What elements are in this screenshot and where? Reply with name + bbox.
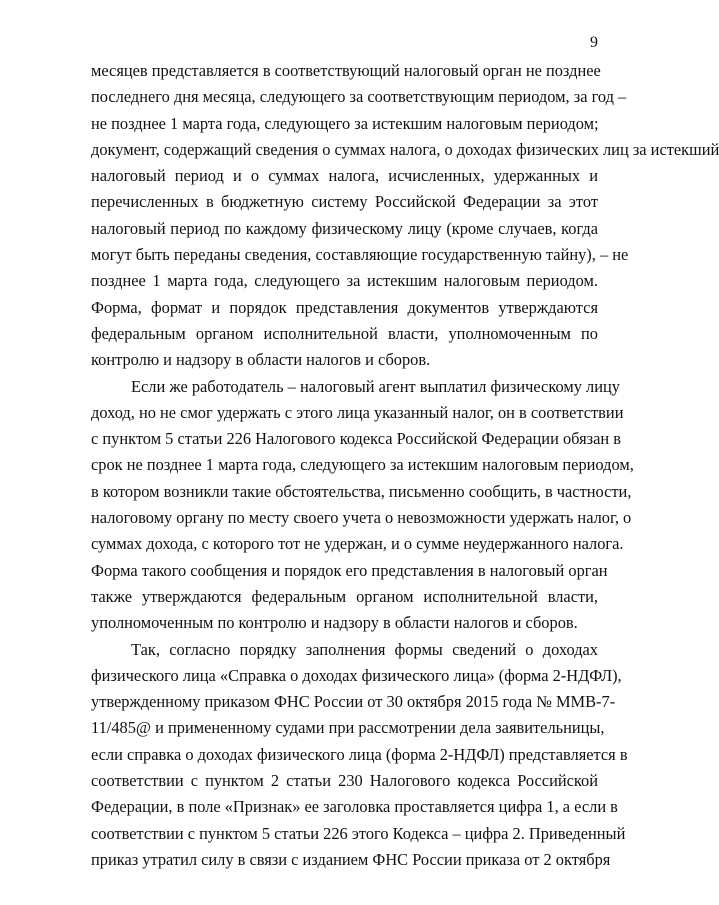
text-line: если справка о доходах физического лица (форма 2-НДФЛ) представляется в <box>91 744 628 764</box>
text-line: налоговому органу по месту своего учета о невозможности удержать налог, о <box>91 508 632 528</box>
text-line: последнего дня месяца, следующего за соответствующим периодом, за год – <box>91 87 627 107</box>
text-line: с пунктом 5 статьи 226 Налогового кодекса Российской Федерации обязан в <box>91 429 621 449</box>
page-number: 9 <box>590 34 598 51</box>
text-line: суммах дохода, с которого тот не удержан, и о сумме неудержанного налога. <box>91 534 624 554</box>
paragraph-unwithheld-tax <box>91 374 634 637</box>
text-line: не позднее 1 марта года, следующего за истекшим налоговым периодом; <box>91 113 599 133</box>
text-line: соответствии с пунктом 5 статьи 226 этого Кодекса – цифра 2. Приведенный <box>91 823 626 843</box>
text-line: Форма такого сообщения и порядок его представления в налоговый орган <box>91 560 608 580</box>
text-line: приказ утратил силу в связи с изданием ФНС России приказа от 2 октября <box>91 849 611 869</box>
text-line: в котором возникли такие обстоятельства, письменно сообщить, в частности, <box>91 481 632 501</box>
text-line: Так, согласно порядку заполнения формы сведений о доходах <box>131 639 598 659</box>
text-line: Если же работодатель – налоговый агент выплатил физическому лицу <box>131 376 620 396</box>
text-line: налоговый период по каждому физическому лицу (кроме случаев, когда <box>91 218 598 238</box>
text-line: Форма, формат и порядок представления документов утверждаются <box>91 297 598 317</box>
text-line: перечисленных в бюджетную систему Российской Федерации за этот <box>91 192 598 212</box>
document-body <box>91 58 719 873</box>
text-line: могут быть переданы сведения, составляющие государственную тайну), – не <box>91 245 629 265</box>
paragraph-reporting-deadlines <box>91 58 719 374</box>
text-line: соответствии с пунктом 2 статьи 230 Налогового кодекса Российской <box>91 771 598 791</box>
text-line: срок не позднее 1 марта года, следующего за истекшим налоговым периодом, <box>91 455 634 475</box>
text-line: позднее 1 марта года, следующего за истекшим налоговым периодом. <box>91 271 598 291</box>
text-line: налоговый период и о суммах налога, исчисленных, удержанных и <box>91 166 598 186</box>
text-line: Федерации, в поле «Признак» ее заголовка проставляется цифра 1, а если в <box>91 797 618 817</box>
text-line: доход, но не смог удержать с этого лица указанный налог, он в соответствии <box>91 402 624 422</box>
text-line: также утверждаются федеральным органом исполнительной власти, <box>91 586 598 606</box>
text-line: уполномоченным по контролю и надзору в области налогов и сборов. <box>91 613 578 633</box>
text-line: контролю и надзору в области налогов и сборов. <box>91 350 431 370</box>
text-line: утвержденному приказом ФНС России от 30 октября 2015 года № ММВ-7- <box>91 692 616 712</box>
text-line: физического лица «Справка о доходах физического лица» (форма 2-НДФЛ), <box>91 665 622 685</box>
paragraph-form-2ndfl <box>91 637 628 874</box>
text-line: 11/485@ и примененному судами при рассмотрении дела заявительницы, <box>91 718 605 738</box>
text-line: федеральным органом исполнительной власти, уполномоченным по <box>91 323 598 343</box>
text-line: месяцев представляется в соответствующий налоговый орган не позднее <box>91 61 601 80</box>
text-line: документ, содержащий сведения о суммах налога, о доходах физических лиц за истекший <box>91 139 719 159</box>
